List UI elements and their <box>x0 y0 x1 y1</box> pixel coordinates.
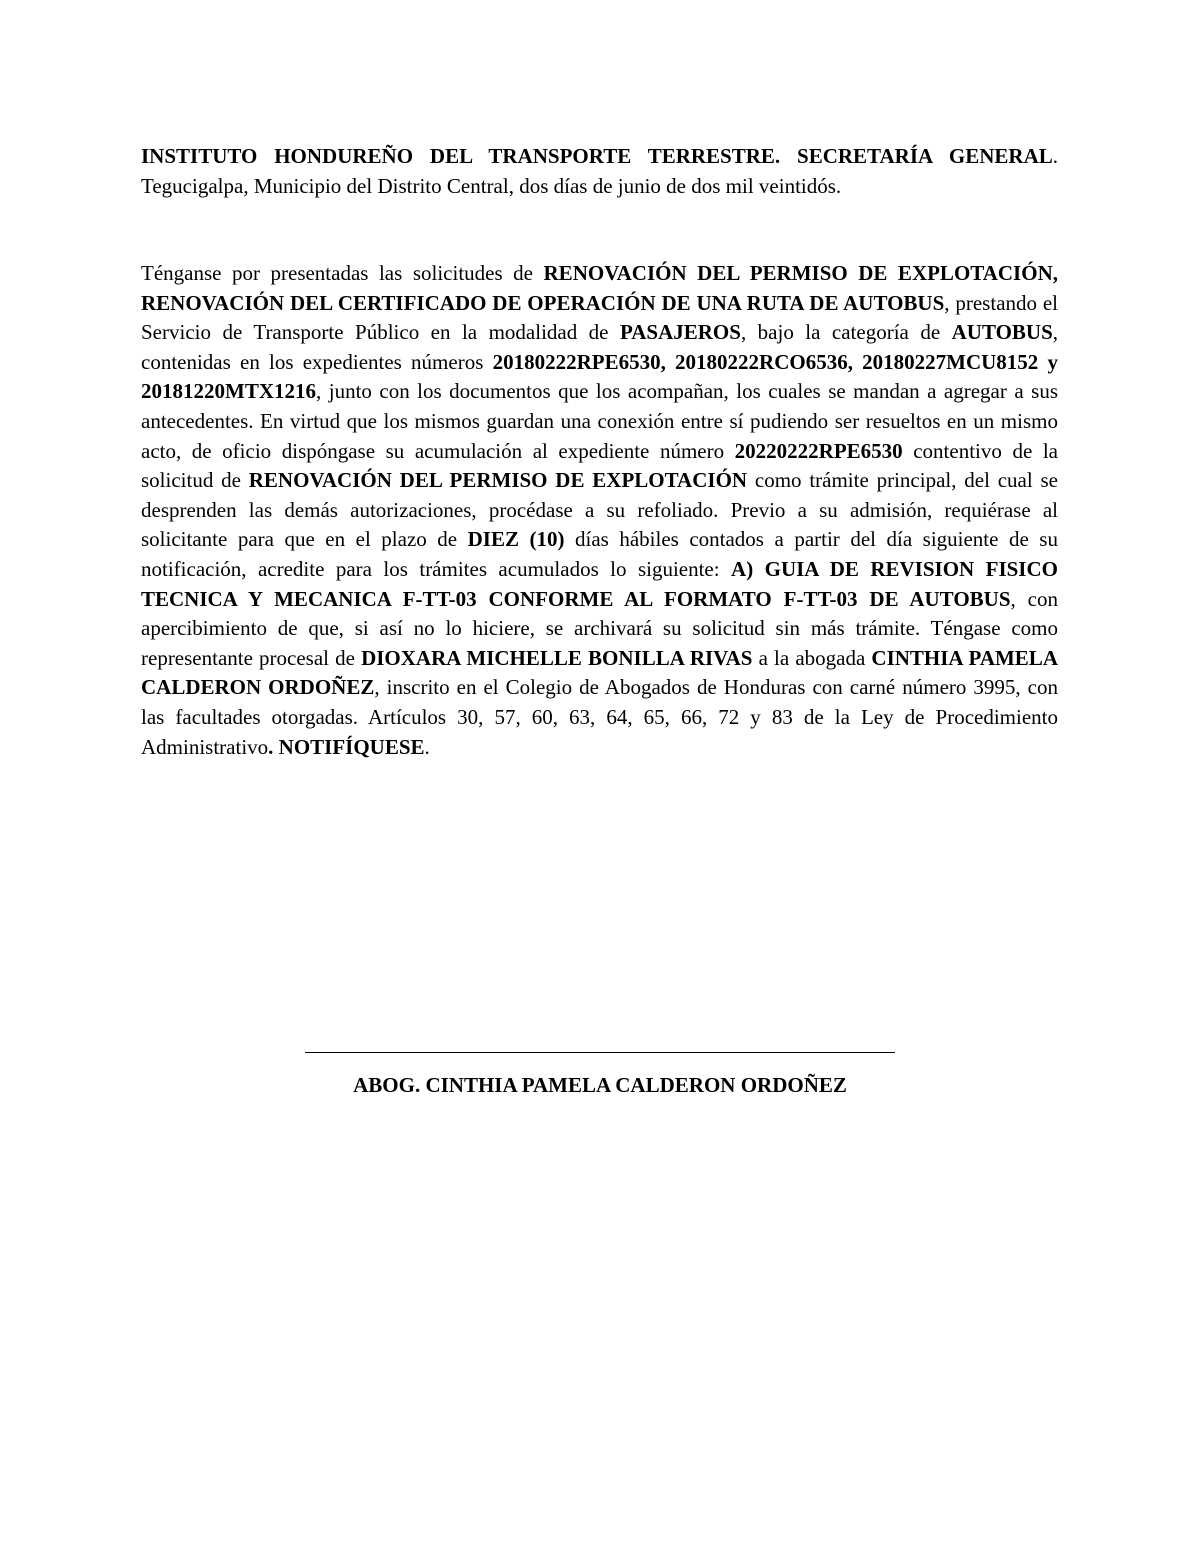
body-text: días hábiles contados a partir del día siguiente de su notificación, acredite para los trámites acumulados lo siguiente: <box>141 527 1058 581</box>
signature-line <box>305 1052 895 1053</box>
body-text: , junto con los documentos que los acompañan, los cuales se mandan a agregar a sus antecedentes. En virtud que los mismos guardan una conexión entre sí pudiendo ser resueltos en un mismo acto, de oficio dispóngase su acumulación al expediente número <box>141 379 1058 463</box>
applicant-name: DIOXARA MICHELLE BONILLA RIVAS <box>361 645 753 670</box>
signature-block <box>305 1052 895 1098</box>
document-header <box>141 142 1058 201</box>
required-document: A) GUIA DE REVISION FISICO TECNICA Y MECANICA F-TT-03 CONFORME AL FORMATO F-TT-03 DE AUTOBUS <box>141 556 1058 611</box>
resolution-paragraph <box>141 259 1058 762</box>
signature-name: ABOG. CINTHIA PAMELA CALDERON ORDOÑEZ <box>353 1073 847 1097</box>
institution-name: INSTITUTO HONDUREÑO DEL TRANSPORTE TERRESTRE. SECRETARÍA GENERAL <box>141 144 1053 168</box>
main-request-type: RENOVACIÓN DEL PERMISO DE EXPLOTACIÓN <box>248 468 748 493</box>
main-file-number: 20220222RPE6530 <box>734 438 903 463</box>
body-text: , con apercibimiento de que, si así no lo hiciere, se archivará su solicitud sin más trámite. Téngase como representante procesal de <box>141 586 1058 670</box>
attorney-name: CINTHIA PAMELA CALDERON ORDOÑEZ <box>141 645 1058 700</box>
request-types: RENOVACIÓN DEL PERMISO DE EXPLOTACIÓN, RENOVACIÓN DEL CERTIFICADO DE OPERACIÓN DE UNA RUTA DE AUTOBUS <box>141 261 1058 315</box>
service-modality: PASAJEROS <box>619 320 741 345</box>
body-text: como trámite principal, del cual se desprenden las demás autorizaciones, procédase a su refoliado. Previo a su admisión, requiérase al solicitante para que en el plazo de <box>141 468 1058 552</box>
body-text: contentivo de la solicitud de <box>141 438 1058 493</box>
body-text: , prestando el Servicio de Transporte Público en la modalidad de <box>141 290 1059 345</box>
body-text: , bajo la categoría de <box>740 320 952 345</box>
notify-order: . NOTIFÍQUESE <box>268 734 425 759</box>
deadline: DIEZ (10) <box>467 527 565 552</box>
body-text: . <box>424 734 430 759</box>
body-text: Ténganse por presentadas las solicitudes de <box>141 261 544 285</box>
body-text: , inscrito en el Colegio de Abogados de Honduras con carné número 3995, con las facultades otorgadas. Artículos 30, 57, 60, 63, 64, 65, 66, 72 y 83 de la Ley de Procedimiento Administrativo <box>141 675 1058 759</box>
body-text: a la abogada <box>752 645 872 670</box>
service-category: AUTOBUS <box>951 320 1053 345</box>
file-numbers: 20180222RPE6530, 20180222RCO6536, 20180227MCU8152 y 20181220MTX1216 <box>141 349 1058 404</box>
body-text: , contenidas en los expedientes números <box>141 320 1059 374</box>
location-date: . Tegucigalpa, Municipio del Distrito Central, dos días de junio de dos mil veintidós. <box>141 144 1058 198</box>
